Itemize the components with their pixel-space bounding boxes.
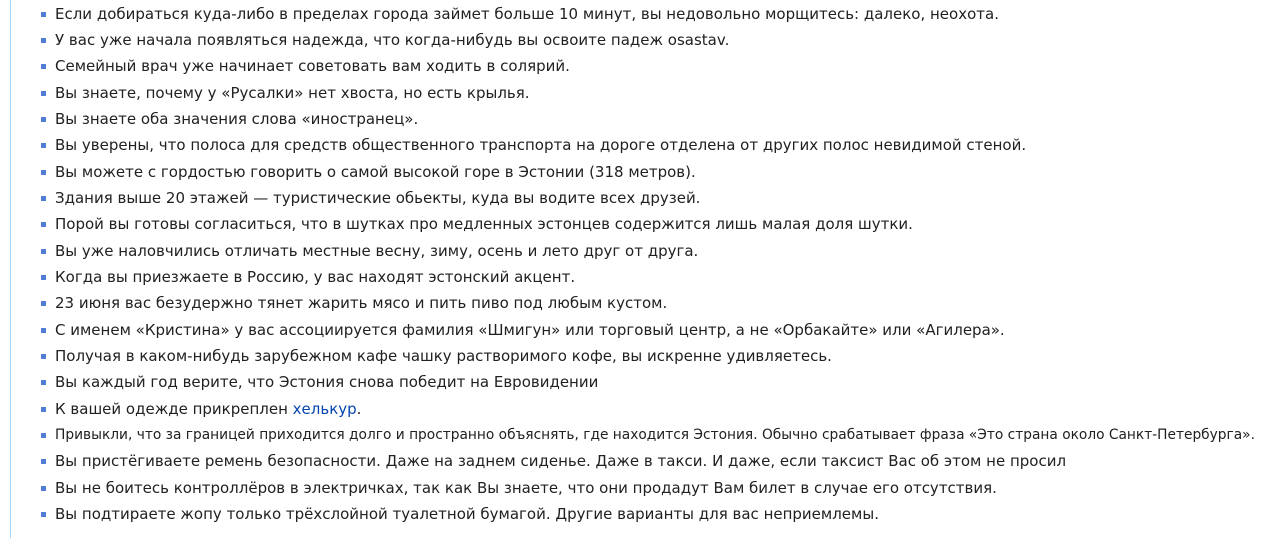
bullet-icon bbox=[41, 143, 46, 148]
list-item-text-suffix: . bbox=[356, 399, 362, 418]
list-item-text: Вы уже наловчились отличать местные весну, зиму, осень и лето друг от друга. bbox=[55, 241, 699, 260]
bullet-icon bbox=[41, 433, 46, 438]
bullet-icon bbox=[41, 249, 46, 254]
bullet-icon bbox=[41, 301, 46, 306]
bullet-icon bbox=[41, 512, 46, 517]
bullet-icon bbox=[41, 407, 46, 412]
bullet-icon bbox=[41, 222, 46, 227]
bullet-icon bbox=[41, 12, 46, 17]
list-item-text: Вы знаете, почему у «Русалки» нет хвоста, но есть крылья. bbox=[55, 83, 530, 102]
list-item-text: Вы можете с гордостью говорить о самой высокой горе в Эстонии (318 метров). bbox=[55, 162, 696, 181]
list-item-text: Привыкли, что за границей приходится долго и пространно объяснять, где находится Эстония. Обычно срабатывает фраза «Это страна около Санкт-Петербурга». bbox=[55, 427, 1255, 444]
bullet-icon bbox=[41, 117, 46, 122]
bullet-icon bbox=[41, 380, 46, 385]
list-item-text: 23 июня вас безудержно тянет жарить мясо и пить пиво под любым кустом. bbox=[55, 294, 668, 313]
bullet-icon bbox=[41, 91, 46, 96]
list-item-text: Семейный врач уже начинает советовать вам ходить в солярий. bbox=[55, 57, 570, 76]
list-item-text: С именем «Кристина» у вас ассоциируется фамилия «Шмигун» или торговый центр, а не «Орбакайте» или «Агилера». bbox=[55, 320, 1005, 339]
list-item-text: Порой вы готовы согласиться, что в шутках про медленных эстонцев содержится лишь малая доля шутки. bbox=[55, 215, 913, 234]
list-item-text: Когда вы приезжаете в Россию, у вас находят эстонский акцент. bbox=[55, 268, 576, 286]
bullet-icon bbox=[41, 486, 46, 491]
bullet-icon bbox=[41, 275, 46, 280]
list-item-text bbox=[55, 396, 361, 422]
list-item-text: Вы пристёгиваете ремень безопасности. Даже на заднем сиденье. Даже в такси. И даже, если таксист Вас об этом не просил bbox=[55, 452, 1067, 471]
bullet-icon bbox=[41, 64, 46, 69]
bullet-icon bbox=[41, 328, 46, 333]
list-item-text: Вы знаете оба значения слова «иностранец». bbox=[55, 109, 419, 128]
list-item-text: Получая в каком-нибудь зарубежном кафе чашку растворимого кофе, вы искренне удивляетесь. bbox=[55, 347, 832, 366]
list-item-text: У вас уже начала появляться надежда, что когда-нибудь вы освоите падеж osastav. bbox=[55, 30, 730, 49]
list-item-text: Если добираться куда-либо в пределах города займет больше 10 минут, вы недовольно морщитесь: далеко, неохота. bbox=[55, 4, 999, 23]
list-item-text-prefix: К вашей одежде прикреплен bbox=[55, 399, 293, 418]
list-item-text: Вы уверены, что полоса для средств общественного транспорта на дороге отделена от других полос невидимой стеной. bbox=[55, 136, 1027, 155]
article-content bbox=[11, 0, 1271, 538]
list-item-text: Вы подтираете жопу только трёхслойной туалетной бумагой. Другие варианты для вас неприемлемы. bbox=[55, 505, 879, 524]
list-item-text: Здания выше 20 этажей — туристические обьекты, куда вы водите всех друзей. bbox=[55, 188, 701, 207]
helkur-link[interactable]: хелькур bbox=[292, 399, 357, 418]
bullet-icon bbox=[41, 38, 46, 43]
bullet-icon bbox=[41, 354, 46, 359]
list-item-text: Вы каждый год верите, что Эстония снова победит на Евровидении bbox=[55, 373, 599, 392]
bullet-icon bbox=[41, 196, 46, 201]
bullet-icon bbox=[41, 459, 46, 464]
list-item-text: Вы не боитесь контроллёров в электричках, так как Вы знаете, что они продадут Вам билет в случае его отсутствия. bbox=[55, 478, 997, 497]
bullet-icon bbox=[41, 170, 46, 175]
